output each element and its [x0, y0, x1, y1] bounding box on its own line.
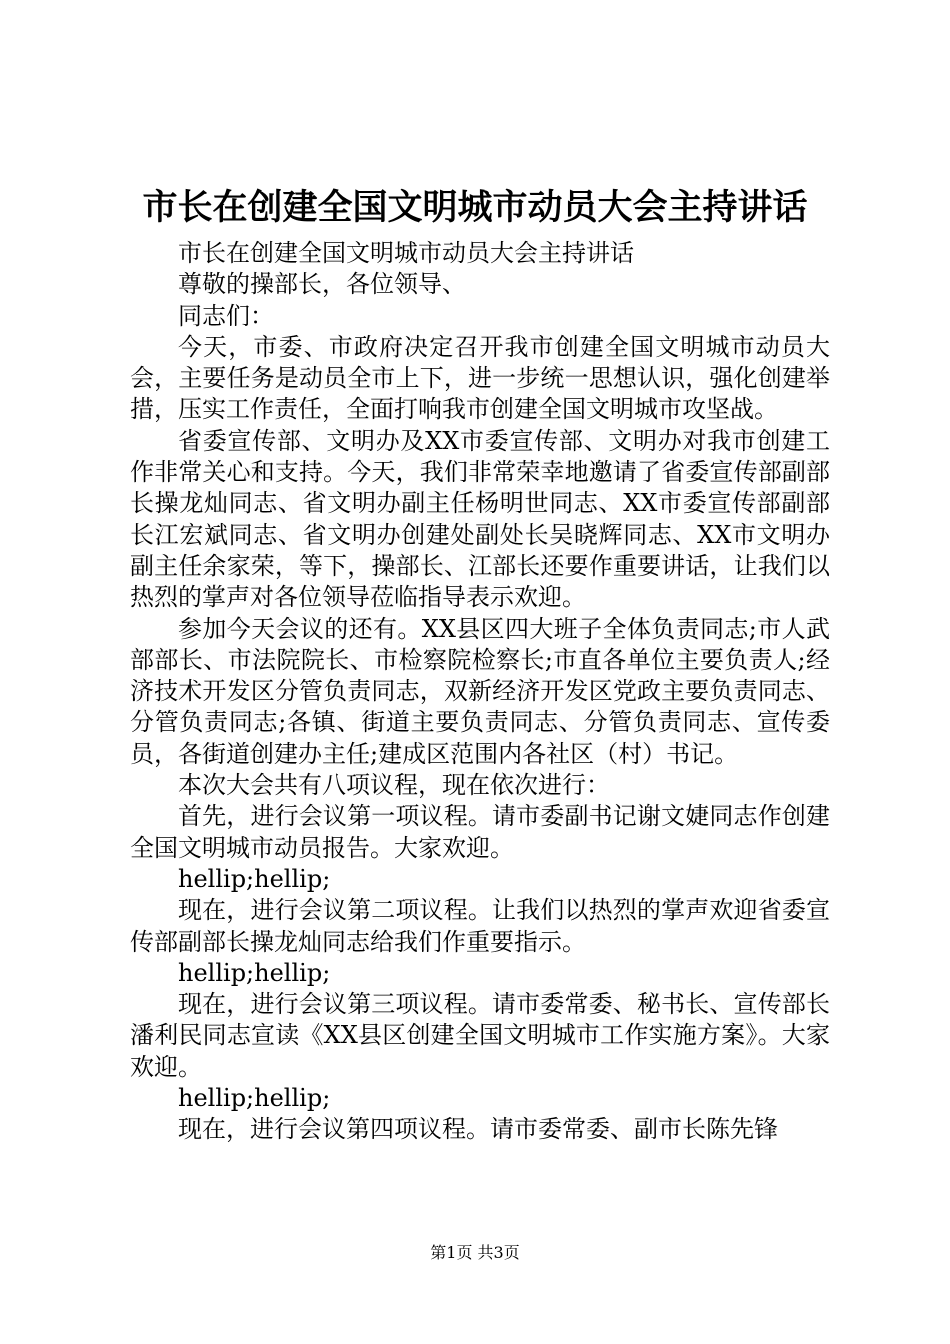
paragraph: 首先，进行会议第一项议程。请市委副书记谢文婕同志作创建全国文明城市动员报告。大家欢迎。 [130, 802, 830, 862]
paragraph: 现在，进行会议第三项议程。请市委常委、秘书长、宣传部长潘利民同志宣读《XX县区创建全国文明城市工作实施方案》。大家欢迎。 [130, 990, 830, 1081]
paragraph: hellip;hellip; [178, 958, 331, 987]
paragraph: 尊敬的操部长，各位领导、 [178, 270, 466, 299]
document-body [130, 238, 830, 1146]
paragraph: 现在，进行会议第二项议程。让我们以热烈的掌声欢迎省委宣传部副部长操龙灿同志给我们作重要指示。 [130, 896, 830, 956]
document-title: 市长在创建全国文明城市动员大会主持讲话 [142, 187, 808, 228]
page-footer: 第1页 共3页 [430, 1243, 520, 1262]
paragraph: 参加今天会议的还有。XX县区四大班子全体负责同志;市人武部部长、市法院院长、市检察院检察长;市直各单位主要负责人;经济技术开发区分管负责同志，双新经济开发区党政主要负责同志、分管负责同志;各镇、街道主要负责同志、分管负责同志、宣传委员，各街道创建办主任;建成区范围内各社区（村）书记。 [130, 614, 830, 768]
paragraph: hellip;hellip; [178, 864, 331, 893]
paragraph: 现在，进行会议第四项议程。请市委常委、副市长陈先锋 [178, 1115, 778, 1144]
paragraph: 省委宣传部、文明办及XX市委宣传部、文明办对我市创建工作非常关心和支持。今天，我们非常荣幸地邀请了省委宣传部副部长操龙灿同志、省文明办副主任杨明世同志、XX市委宣传部副部长江宏斌同志、省文明办创建处副处长吴晓辉同志、XX市文明办副主任余家荣，等下，操部长、江部长还要作重要讲话，让我们以热烈的掌声对各位领导莅临指导表示欢迎。 [130, 426, 830, 612]
paragraph: 本次大会共有八项议程，现在依次进行： [178, 771, 610, 800]
paragraph: 市长在创建全国文明城市动员大会主持讲话 [178, 239, 634, 267]
paragraph: 同志们： [178, 301, 274, 330]
paragraph: 今天，市委、市政府决定召开我市创建全国文明城市动员大会，主要任务是动员全市上下，进一步统一思想认识，强化创建举措，压实工作责任，全面打响我市创建全国文明城市攻坚战。 [130, 332, 830, 424]
paragraph: hellip;hellip; [178, 1084, 331, 1113]
